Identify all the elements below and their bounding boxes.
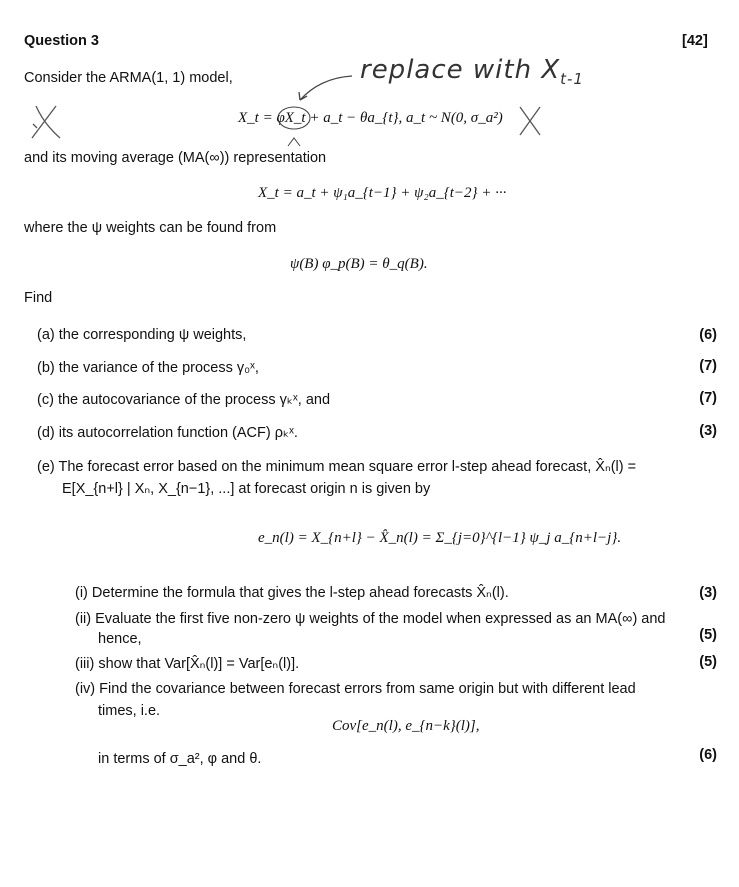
cross-mark-left <box>32 106 60 138</box>
intro-text: Consider the ARMA(1, 1) model, <box>24 70 233 86</box>
covariance-equation: Cov[e_n(l), e_{n−k}(l)], <box>332 718 480 734</box>
subpart-ii-marks: (5) <box>699 627 717 643</box>
ma-rep-text: and its moving average (MA(∞)) representation <box>24 150 327 166</box>
part-a: (a) the corresponding ψ weights, <box>37 327 247 343</box>
subpart-i-marks: (3) <box>699 585 717 601</box>
cross-mark-right <box>520 107 540 135</box>
caret-mark <box>288 138 300 146</box>
find-text: Find <box>24 290 53 306</box>
psi-equation: ψ(B) φ_p(B) = θ_q(B). <box>290 256 428 272</box>
subpart-iii-marks: (5) <box>699 654 717 670</box>
subpart-iv-marks: (6) <box>699 747 717 763</box>
total-marks: [42] <box>682 33 708 49</box>
subpart-iii: (iii) show that Var[X̂ₙ(l)] = Var[eₙ(l)]. <box>75 656 300 672</box>
part-c-marks: (7) <box>699 390 717 406</box>
where-text: where the ψ weights can be found from <box>24 220 277 236</box>
part-b-marks: (7) <box>699 358 717 374</box>
subpart-ii: (ii) Evaluate the first five non-zero ψ weights of the model when expressed as an MA(∞) and <box>75 611 666 627</box>
part-e-line1: (e) The forecast error based on the minimum mean square error l-step ahead forecast, X̂ₙ(l) = <box>37 459 637 475</box>
subpart-iv: (iv) Find the covariance between forecast errors from same origin but with different lead <box>75 681 636 697</box>
annotation-arrow <box>300 76 352 100</box>
subpart-iv-cont: times, i.e. <box>98 703 161 719</box>
part-e-line2: E[X_{n+l} | Xₙ, X_{n−1}, ...] at forecast origin n is given by <box>62 481 431 497</box>
subpart-i: (i) Determine the formula that gives the l-step ahead forecasts X̂ₙ(l). <box>75 585 509 601</box>
part-d-marks: (3) <box>699 423 717 439</box>
forecast-error-equation: e_n(l) = X_{n+l} − X̂_n(l) = Σ_{j=0}^{l−1} ψ_j a_{n+l−j}. <box>258 530 622 546</box>
model-equation: X_t = φX_t + a_t − θa_{t}, a_t ~ N(0, σ_a²) <box>238 110 503 126</box>
subpart-ii-cont: hence, <box>98 631 142 647</box>
question-title: Question 3 <box>24 33 99 49</box>
handwritten-annotation: replace with $X_{t-1}$ <box>360 55 584 89</box>
part-d: (d) its autocorrelation function (ACF) ρₖˣ. <box>37 425 298 441</box>
part-b: (b) the variance of the process γ₀ˣ, <box>37 360 259 376</box>
part-a-marks: (6) <box>699 327 717 343</box>
part-c: (c) the autocovariance of the process γₖˣ, and <box>37 392 331 408</box>
ma-inf-equation: X_t = a_t + ψ₁a_{t−1} + ψ₂a_{t−2} + ··· <box>258 185 507 201</box>
final-text: in terms of σ_a², φ and θ. <box>98 751 262 767</box>
handwritten-marks <box>0 0 739 200</box>
